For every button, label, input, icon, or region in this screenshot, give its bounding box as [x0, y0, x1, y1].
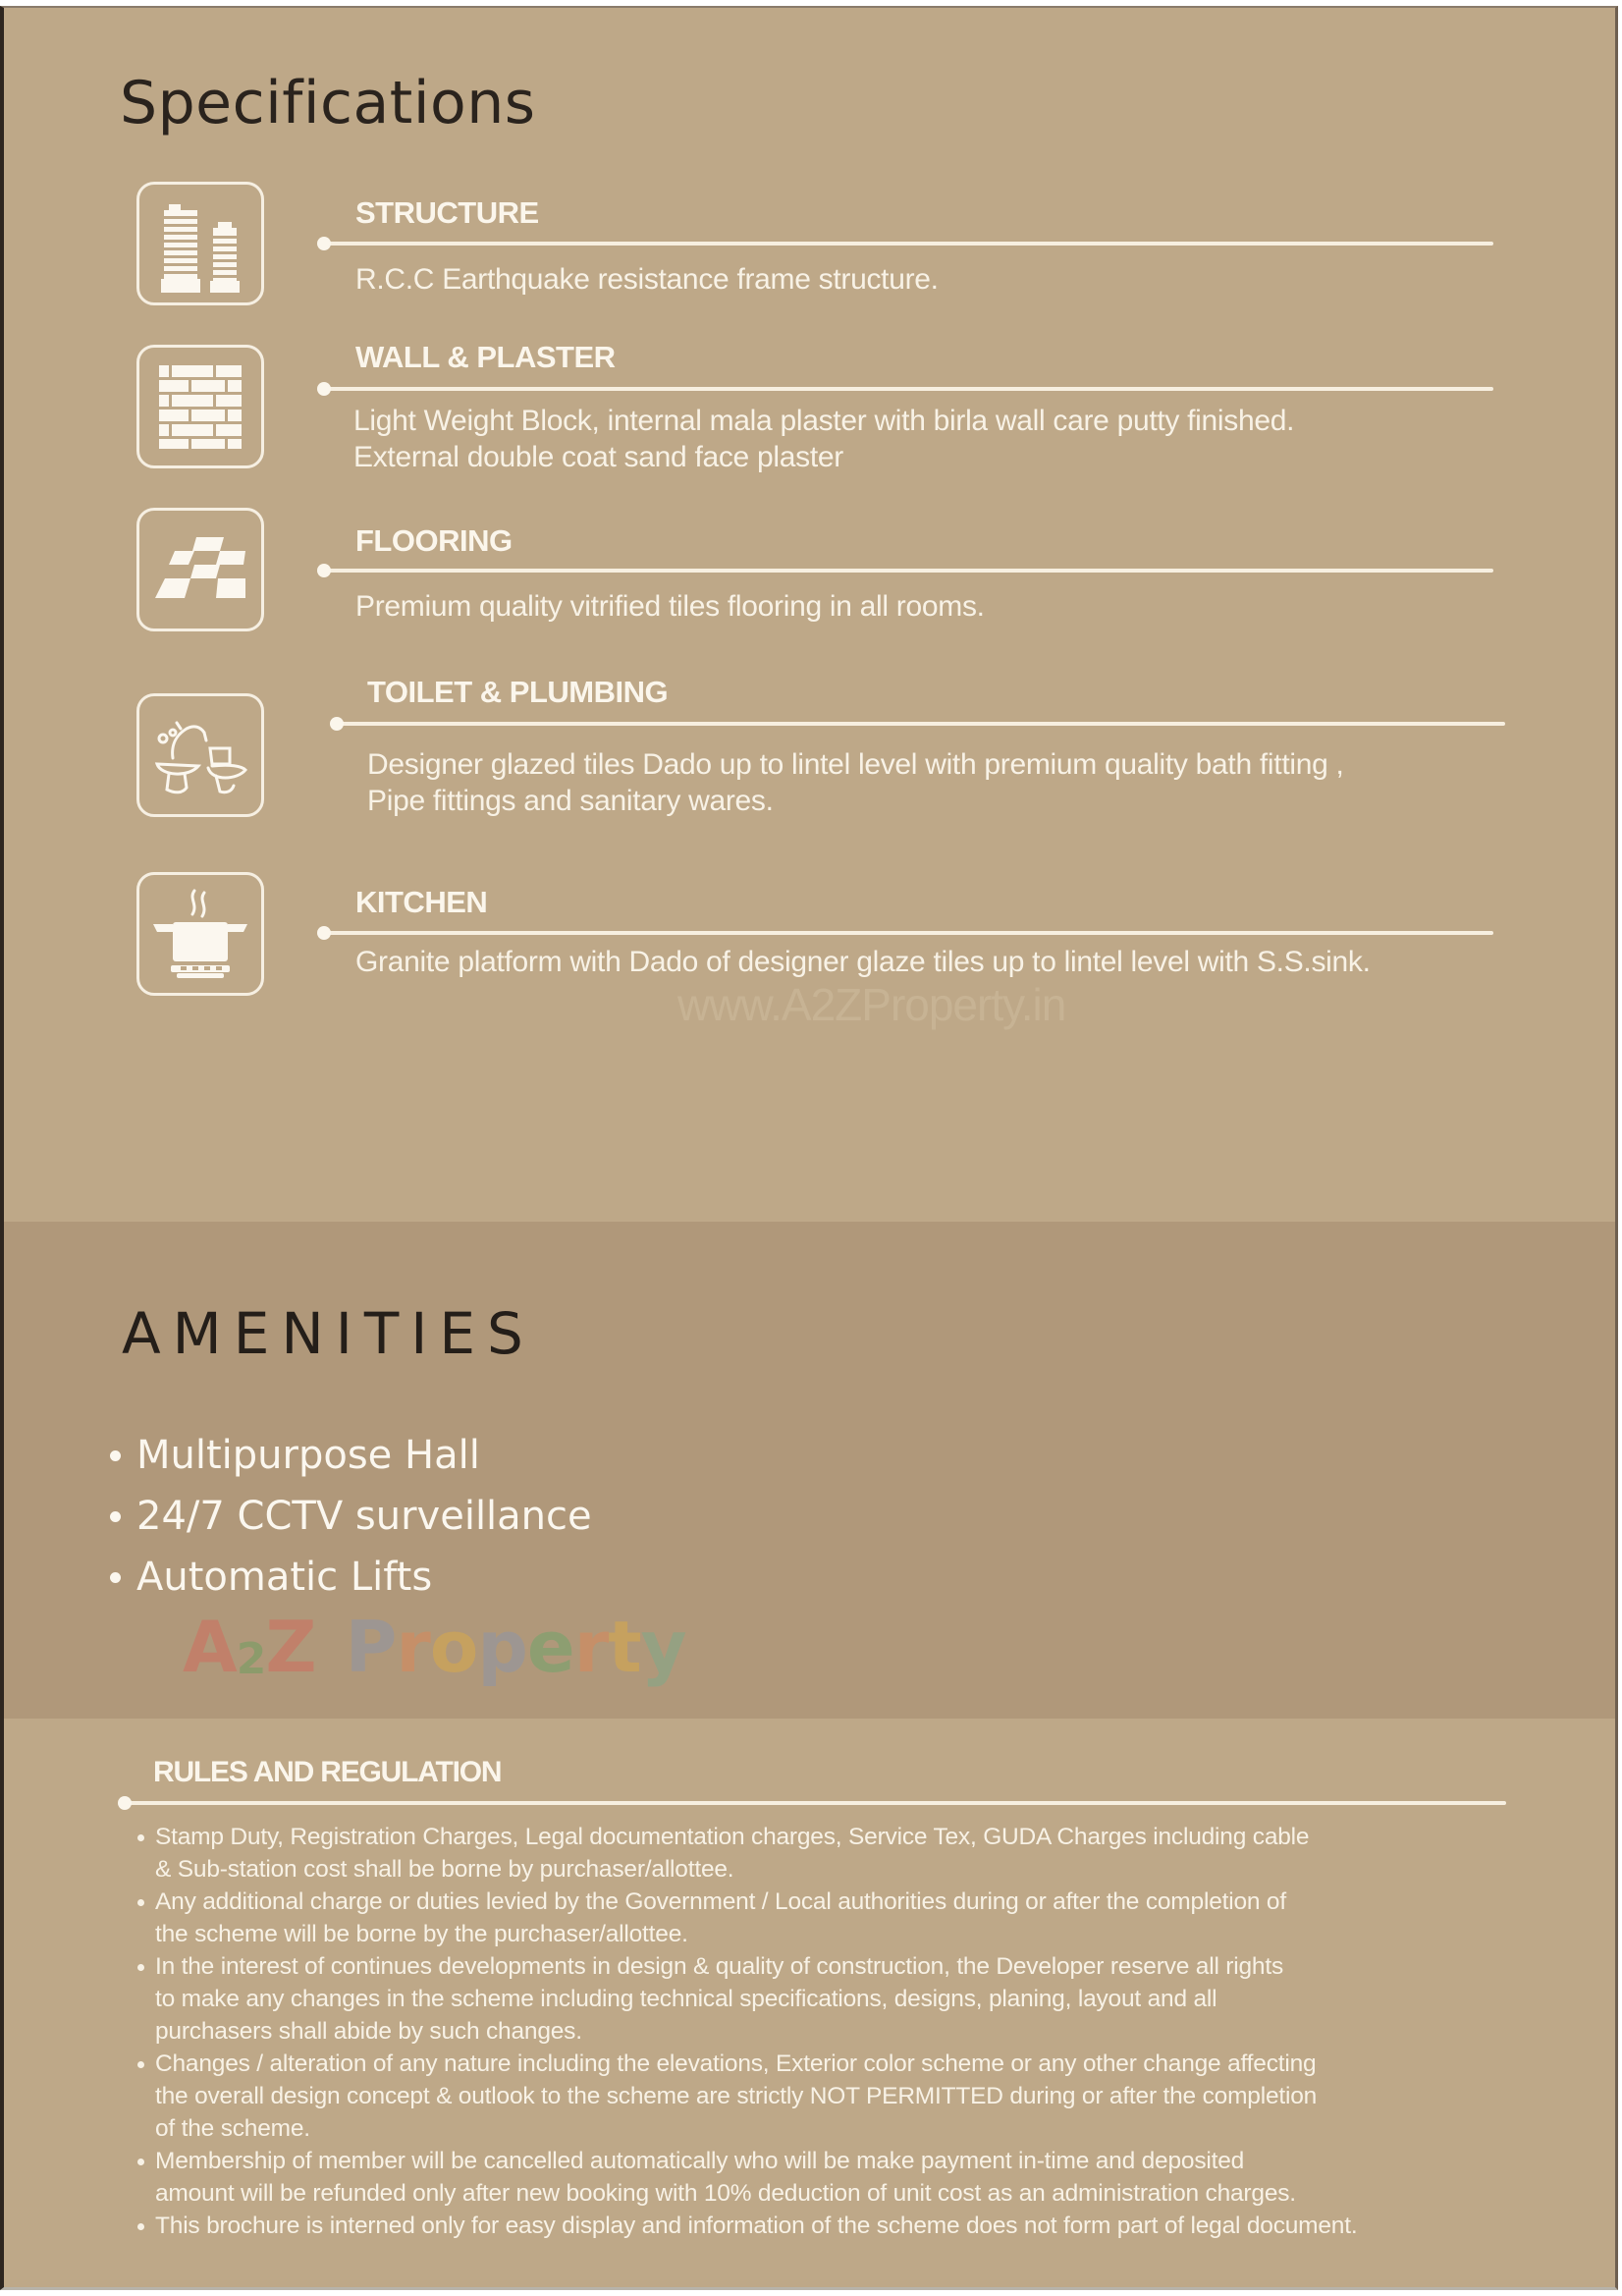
cooking-pot-icon — [136, 872, 264, 996]
spec-heading-toilet-plumbing: TOILET & PLUMBING — [367, 675, 669, 709]
watermark-url: www.A2ZProperty.in — [677, 979, 1066, 1030]
rules-divider — [124, 1801, 1506, 1805]
bullet-icon — [137, 1964, 144, 1971]
spec-heading-wall-plaster: WALL & PLASTER — [355, 340, 616, 374]
spec-divider — [336, 722, 1505, 726]
spec-desc-toilet-plumbing: Designer glazed tiles Dado up to lintel level with premium quality bath fitting , Pipe fittings and sanitary wares. — [367, 748, 1344, 817]
amenities-title: AMENITIES — [122, 1300, 535, 1367]
rule-item: In the interest of continues developments in design & quality of construction, the Developer reserve all rights to make any changes in the scheme including technical specifications, designs, planing, layout and all purchasers shall abide by such changes. — [137, 1950, 1512, 2048]
spec-desc-wall-plaster: Light Weight Block, internal mala plaster with birla wall care putty finished. External double coat sand face plaster — [353, 405, 1295, 473]
specifications-title: Specifications — [120, 69, 536, 137]
spec-heading-flooring: FLOORING — [355, 523, 513, 558]
buildings-icon — [136, 182, 264, 305]
floor-tiles-icon — [136, 508, 264, 631]
rules-title: RULES AND REGULATION — [153, 1756, 502, 1788]
rule-item: Changes / alteration of any nature including the elevations, Exterior color scheme or any other change affecting the overall design concept & outlook to the scheme are strictly NOT PERMITTED during or after the completion of the scheme. — [137, 2048, 1512, 2145]
spec-heading-structure: STRUCTURE — [355, 195, 539, 230]
bullet-icon — [137, 1899, 144, 1906]
brochure-page — [0, 6, 1618, 2290]
amenities-list — [102, 1425, 592, 1608]
rule-item: Stamp Duty, Registration Charges, Legal documentation charges, Service Tex, GUDA Charges including cable & Sub-station cost shall be borne by purchaser/allottee. — [137, 1821, 1512, 1886]
bullet-icon — [137, 2223, 144, 2230]
spec-divider — [323, 387, 1493, 391]
a2z-property-watermark: A2Z Property — [183, 1606, 686, 1688]
spec-desc-flooring: Premium quality vitrified tiles flooring in all rooms. — [355, 590, 985, 623]
bullet-icon — [110, 1450, 121, 1461]
rules-list — [137, 1821, 1512, 2242]
rule-item: Any additional charge or duties levied by the Government / Local authorities during or after the completion of the scheme will be borne by the purchaser/allottee. — [137, 1886, 1512, 1950]
spec-divider — [323, 569, 1493, 573]
bullet-icon — [110, 1572, 121, 1583]
sanitary-ware-icon — [136, 693, 264, 817]
rule-item: Membership of member will be cancelled automatically who will be make payment in-time and deposited amount will be refunded only after new booking with 10% deduction of unit cost as an administration charges. — [137, 2145, 1512, 2210]
amenity-item: Multipurpose Hall — [102, 1425, 592, 1486]
spec-divider — [323, 931, 1493, 935]
brick-wall-icon — [136, 345, 264, 468]
amenity-item: Automatic Lifts — [102, 1547, 592, 1608]
spec-divider — [323, 242, 1493, 246]
bullet-icon — [137, 1834, 144, 1841]
rule-item: This brochure is interned only for easy display and information of the scheme does not form part of legal document. — [137, 2210, 1512, 2242]
bullet-icon — [110, 1511, 121, 1522]
spec-desc-structure: R.C.C Earthquake resistance frame structure. — [355, 263, 939, 296]
spec-desc-kitchen: Granite platform with Dado of designer glaze tiles up to lintel level with S.S.sink. — [355, 946, 1371, 978]
bullet-icon — [137, 2061, 144, 2068]
amenity-item: 24/7 CCTV surveillance — [102, 1486, 592, 1547]
spec-heading-kitchen: KITCHEN — [355, 885, 488, 919]
bullet-icon — [137, 2159, 144, 2165]
